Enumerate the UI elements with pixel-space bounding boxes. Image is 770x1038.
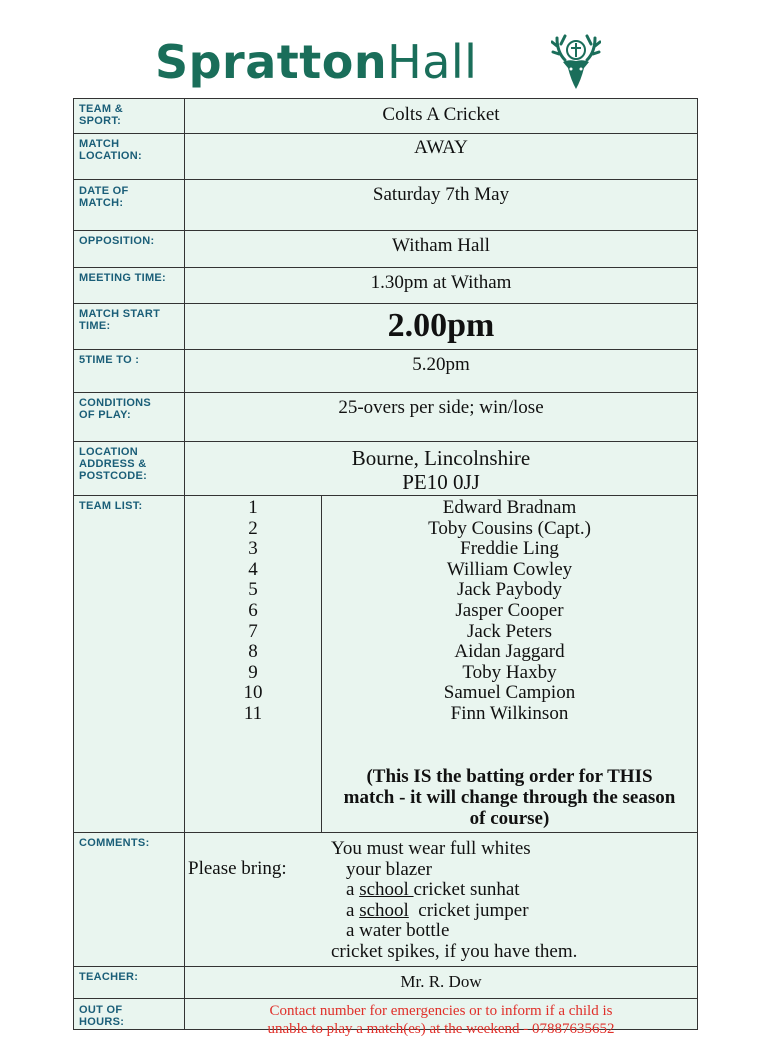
stag-head-crest-icon (551, 32, 601, 92)
player-name: Toby Cousins (Capt.) (428, 517, 591, 539)
value-start-time: 2.00pm (387, 307, 495, 344)
value-match-location: AWAY (414, 137, 468, 158)
label-match-location: MATCH LOCATION: (79, 138, 142, 162)
player-name: Freddie Ling (460, 538, 559, 560)
player-number: 5 (248, 579, 258, 601)
value-time-to: 5.20pm (412, 354, 470, 375)
emergency-contact (185, 1002, 697, 1038)
label-location: LOCATION ADDRESS & POSTCODE: (79, 446, 148, 482)
player-name: Toby Haxby (462, 661, 557, 683)
value-location-postcode: PE10 0JJ (402, 470, 480, 494)
player-name: Aidan Jaggard (454, 641, 565, 663)
player-number: 4 (248, 558, 258, 580)
player-name: Edward Bradnam (442, 497, 577, 518)
row-out-of-hours (74, 998, 697, 1037)
row-opposition (74, 230, 697, 268)
label-teacher: TEACHER: (79, 971, 139, 983)
player-numbers (185, 498, 321, 725)
value-team-sport: Colts A Cricket (382, 104, 500, 125)
batting-order-note (322, 766, 697, 829)
label-team-sport: TEAM & SPORT: (79, 103, 123, 127)
emergency-line-2: unable to play a match(es) at the weekend - 07887635652 (267, 1021, 615, 1037)
player-name: Finn Wilkinson (450, 702, 569, 724)
player-number: 11 (243, 702, 263, 724)
player-name: Jack Paybody (456, 579, 562, 601)
kit-line-whites: You must wear full whites (331, 838, 531, 859)
label-start-time: MATCH START TIME: (79, 308, 161, 332)
kit-line-jumper: a school cricket jumper (346, 899, 529, 921)
player-number: 7 (248, 620, 258, 642)
label-date: DATE OF MATCH: (79, 185, 129, 209)
note-line-3: of course) (469, 808, 550, 829)
school-logo (155, 30, 615, 94)
player-name: Jasper Cooper (455, 599, 564, 621)
label-conditions: CONDITIONS OF PLAY: (79, 397, 152, 421)
player-numbers-column (185, 496, 321, 833)
emergency-line-1: Contact number for emergencies or to inform if a child is (269, 1003, 613, 1019)
value-conditions: 25-overs per side; win/lose (338, 397, 544, 418)
player-number: 3 (248, 538, 258, 560)
row-start-time (74, 303, 697, 350)
row-team-sport (74, 99, 697, 133)
row-comments (74, 832, 697, 967)
row-match-location (74, 133, 697, 180)
player-name: Jack Peters (467, 620, 552, 642)
value-location-line1: Bourne, Lincolnshire (351, 446, 531, 470)
player-number: 2 (248, 517, 258, 539)
value-opposition: Witham Hall (392, 235, 490, 256)
row-team-list (74, 495, 697, 833)
label-opposition: OPPOSITION: (79, 235, 155, 247)
please-bring-label: Please bring: (188, 858, 287, 879)
label-meeting-time: MEETING TIME: (79, 272, 167, 284)
row-conditions (74, 392, 697, 442)
label-team-list: TEAM LIST: (79, 500, 143, 512)
logo-wordmark (155, 35, 478, 89)
value-date: Saturday 7th May (372, 184, 510, 205)
kit-line-sunhat: a school cricket sunhat (346, 879, 520, 901)
player-number: 8 (248, 641, 258, 663)
match-sheet (73, 98, 698, 1037)
value-teacher: Mr. R. Dow (400, 972, 482, 991)
player-names (322, 498, 697, 725)
player-name: William Cowley (446, 558, 573, 580)
row-location (74, 441, 697, 496)
player-names-column (321, 496, 697, 833)
value-meeting-time: 1.30pm at Witham (370, 272, 512, 293)
player-name: Samuel Campion (443, 682, 576, 704)
label-time-to: 5TIME TO : (79, 354, 140, 366)
logo-bold: Spratton (155, 35, 388, 89)
kit-line-bottle: a water bottle (346, 920, 450, 942)
note-line-2: match - it will change through the season (343, 787, 676, 808)
row-meeting-time (74, 267, 697, 304)
label-out-of-hours: OUT OF HOURS: (79, 1004, 125, 1028)
label-comments: COMMENTS: (79, 837, 150, 849)
kit-line-spikes: cricket spikes, if you have them. (331, 940, 578, 962)
player-number: 9 (248, 661, 258, 683)
kit-line-blazer: your blazer (346, 858, 432, 880)
row-date (74, 179, 697, 231)
note-line-1: (This IS the batting order for THIS (366, 766, 653, 787)
kit-list (331, 839, 577, 963)
player-number: 6 (248, 599, 258, 621)
row-teacher (74, 966, 697, 999)
player-number: 1 (248, 497, 258, 518)
player-number: 10 (243, 682, 263, 704)
logo-light: Hall (387, 35, 478, 89)
row-time-to (74, 349, 697, 393)
